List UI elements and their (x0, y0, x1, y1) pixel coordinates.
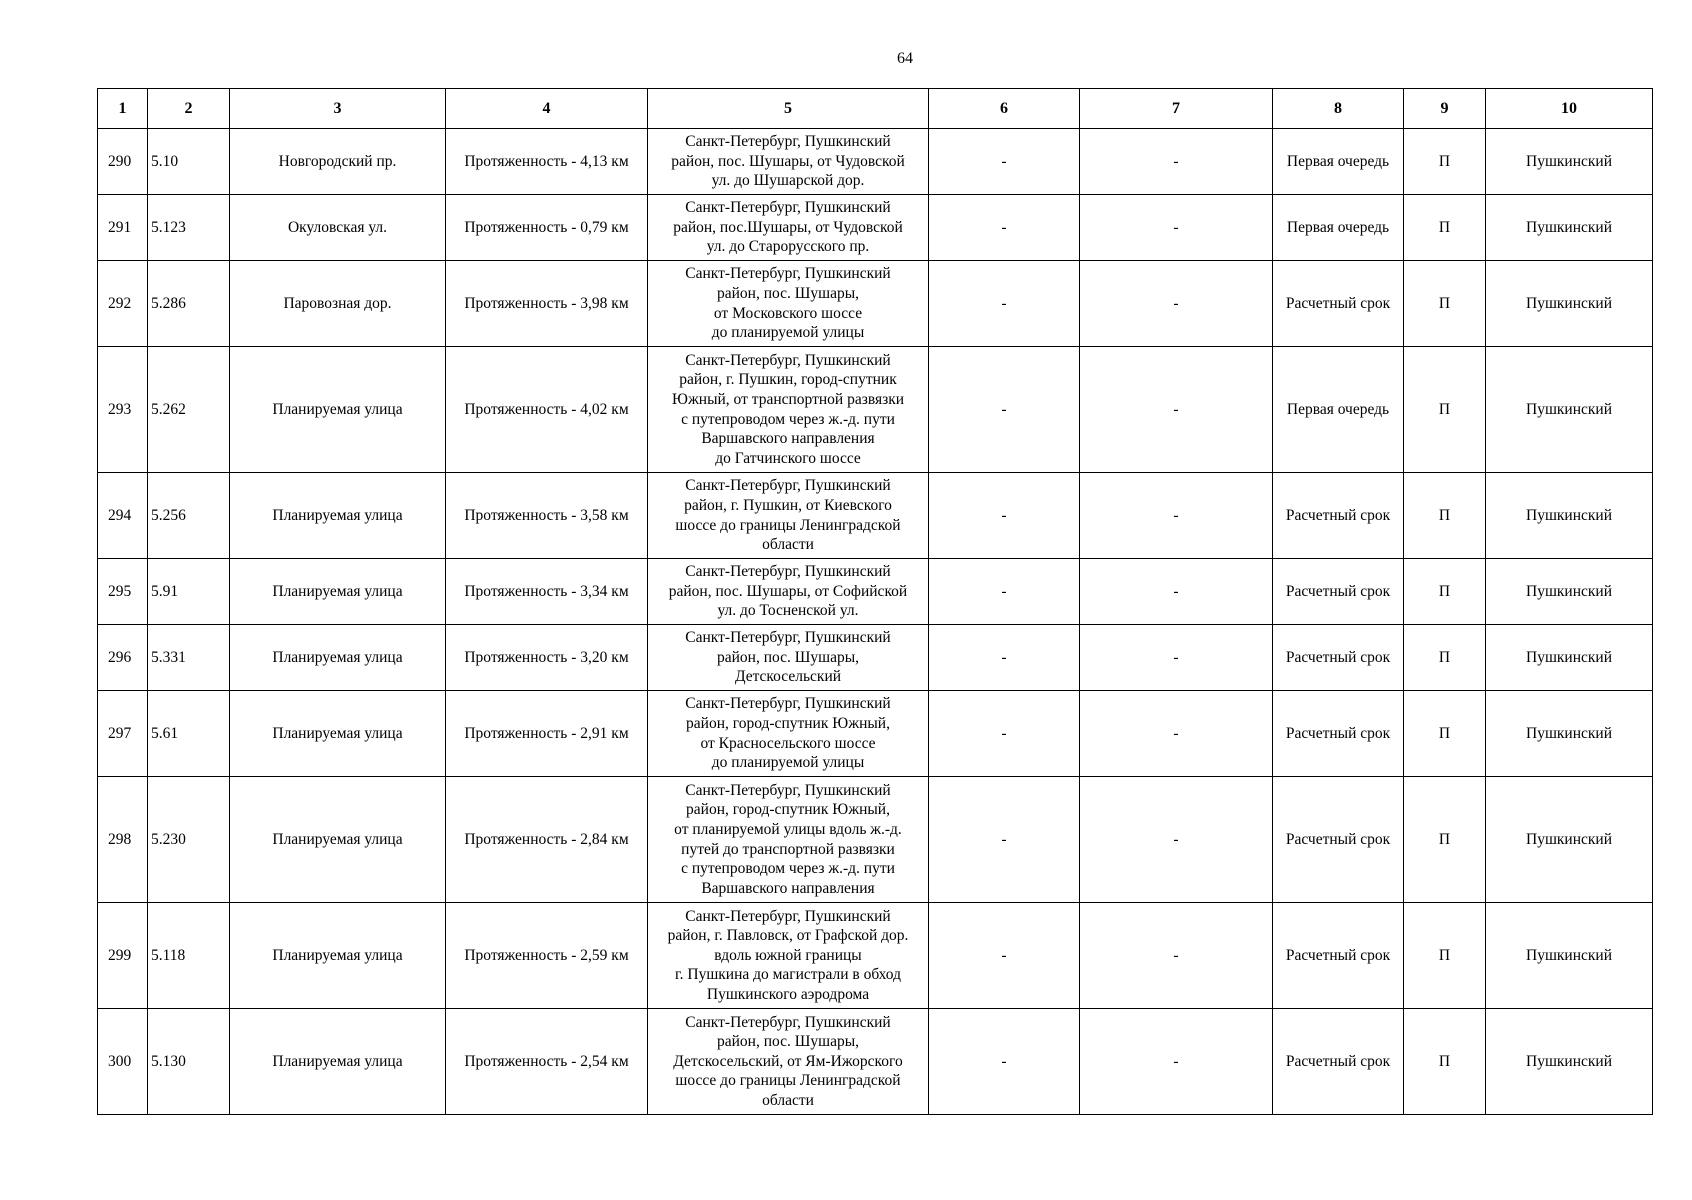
location-line: Санкт-Петербург, Пушкинский (685, 199, 891, 217)
column-9-cell: П (1404, 195, 1486, 261)
object-code-cell: 5.118 (148, 903, 230, 1009)
location-line: до Гатчинского шоссе (715, 449, 861, 467)
district-cell: Пушкинский (1486, 195, 1653, 261)
term-cell: Первая очередь (1273, 347, 1404, 473)
location-line: до планируемой улицы (711, 324, 865, 342)
location-line: район, пос.Шушары, от Чудовской (673, 218, 903, 236)
page-number: 64 (897, 50, 913, 67)
location-line: район, пос. Шушары, от Софийской (668, 582, 908, 600)
location-cell (648, 261, 929, 347)
location-line: Санкт-Петербург, Пушкинский (685, 477, 891, 495)
column-7-cell: - (1080, 625, 1273, 691)
location-line: Детскосельский (734, 668, 842, 686)
column-9-cell: П (1404, 473, 1486, 559)
location-line: вдоль южной границы (714, 946, 862, 964)
location-line: Санкт-Петербург, Пушкинский (685, 1013, 891, 1031)
column-9-cell: П (1404, 1009, 1486, 1115)
term-cell: Расчетный срок (1273, 777, 1404, 903)
location-line: шоссе до границы Ленинградской (675, 516, 901, 534)
column-6-cell: - (929, 691, 1080, 777)
location-line: с путепроводом через ж.-д. пути (681, 860, 895, 878)
table-row (98, 261, 1653, 347)
table-row (98, 559, 1653, 625)
location-line: Санкт-Петербург, Пушкинский (685, 133, 891, 151)
column-7-cell: - (1080, 129, 1273, 195)
table-row (98, 195, 1653, 261)
table-row (98, 777, 1653, 903)
object-code-cell: 5.91 (148, 559, 230, 625)
column-header: 10 (1486, 89, 1653, 129)
location-line: от Московского шоссе (713, 304, 863, 322)
column-9-cell: П (1404, 347, 1486, 473)
column-7-cell: - (1080, 347, 1273, 473)
street-name-cell: Планируемая улица (230, 691, 446, 777)
table-row (98, 903, 1653, 1009)
location-line: ул. до Старорусского пр. (706, 238, 870, 256)
term-cell: Расчетный срок (1273, 559, 1404, 625)
location-line: Варшавского направления (701, 430, 875, 448)
location-line: от планируемой улицы вдоль ж.-д. (674, 820, 902, 838)
column-6-cell: - (929, 903, 1080, 1009)
location-line: области (762, 536, 814, 554)
length-cell: Протяженность - 0,79 км (446, 195, 648, 261)
table-row (98, 625, 1653, 691)
column-7-cell: - (1080, 691, 1273, 777)
location-line: район, пос. Шушары, (716, 1033, 860, 1051)
column-header: 5 (648, 89, 929, 129)
street-name-cell: Планируемая улица (230, 777, 446, 903)
column-header: 3 (230, 89, 446, 129)
location-line: район, пос. Шушары, (716, 648, 860, 666)
location-line: район, г. Павловск, от Графской дор. (667, 927, 909, 945)
location-line: район, город-спутник Южный, (686, 714, 890, 732)
street-name-cell: Планируемая улица (230, 473, 446, 559)
district-cell: Пушкинский (1486, 559, 1653, 625)
location-line: шоссе до границы Ленинградской (675, 1072, 901, 1090)
location-line: Санкт-Петербург, Пушкинский (685, 907, 891, 925)
column-header: 6 (929, 89, 1080, 129)
column-header: 1 (98, 89, 148, 129)
column-6-cell: - (929, 129, 1080, 195)
column-6-cell: - (929, 261, 1080, 347)
term-cell: Расчетный срок (1273, 903, 1404, 1009)
column-header: 2 (148, 89, 230, 129)
location-line: области (762, 1091, 814, 1109)
header-row (98, 89, 1653, 129)
column-header: 9 (1404, 89, 1486, 129)
term-cell: Расчетный срок (1273, 625, 1404, 691)
object-code-cell: 5.256 (148, 473, 230, 559)
row-number-cell: 295 (98, 559, 148, 625)
object-code-cell: 5.61 (148, 691, 230, 777)
location-line: с путепроводом через ж.-д. пути (681, 410, 895, 428)
row-number-cell: 300 (98, 1009, 148, 1115)
column-header: 7 (1080, 89, 1273, 129)
term-cell: Расчетный срок (1273, 261, 1404, 347)
term-cell: Расчетный срок (1273, 1009, 1404, 1115)
district-cell: Пушкинский (1486, 347, 1653, 473)
location-cell (648, 903, 929, 1009)
column-6-cell: - (929, 1009, 1080, 1115)
location-line: путей до транспортной развязки (681, 840, 895, 858)
object-code-cell: 5.230 (148, 777, 230, 903)
location-line: район, г. Пушкин, от Киевского (684, 496, 892, 514)
term-cell: Расчетный срок (1273, 691, 1404, 777)
location-line: Санкт-Петербург, Пушкинский (685, 695, 891, 713)
column-7-cell: - (1080, 261, 1273, 347)
location-line: Детскосельский, от Ям-Ижорского (673, 1052, 903, 1070)
term-cell: Первая очередь (1273, 129, 1404, 195)
object-code-cell: 5.331 (148, 625, 230, 691)
row-number-cell: 297 (98, 691, 148, 777)
row-number-cell: 294 (98, 473, 148, 559)
street-name-cell: Новгородский пр. (230, 129, 446, 195)
location-line: Санкт-Петербург, Пушкинский (685, 629, 891, 647)
row-number-cell: 292 (98, 261, 148, 347)
location-line: район, г. Пушкин, город-спутник (679, 371, 897, 389)
street-name-cell: Окуловская ул. (230, 195, 446, 261)
row-number-cell: 296 (98, 625, 148, 691)
column-7-cell: - (1080, 473, 1273, 559)
term-cell: Расчетный срок (1273, 473, 1404, 559)
column-7-cell: - (1080, 903, 1273, 1009)
location-line: ул. до Шушарской дор. (711, 172, 865, 190)
column-6-cell: - (929, 559, 1080, 625)
location-cell (648, 559, 929, 625)
district-cell: Пушкинский (1486, 625, 1653, 691)
location-line: от Красносельского шоссе (700, 734, 876, 752)
location-cell (648, 129, 929, 195)
location-cell (648, 473, 929, 559)
location-line: Южный, от транспортной развязки (671, 390, 905, 408)
district-cell: Пушкинский (1486, 473, 1653, 559)
location-cell (648, 347, 929, 473)
column-6-cell: - (929, 347, 1080, 473)
column-6-cell: - (929, 195, 1080, 261)
location-cell (648, 777, 929, 903)
length-cell: Протяженность - 3,20 км (446, 625, 648, 691)
location-line: Санкт-Петербург, Пушкинский (685, 351, 891, 369)
length-cell: Протяженность - 2,54 км (446, 1009, 648, 1115)
location-line: Санкт-Петербург, Пушкинский (685, 563, 891, 581)
column-9-cell: П (1404, 691, 1486, 777)
street-name-cell: Планируемая улица (230, 1009, 446, 1115)
table-row (98, 473, 1653, 559)
row-number-cell: 299 (98, 903, 148, 1009)
object-code-cell: 5.130 (148, 1009, 230, 1115)
column-9-cell: П (1404, 129, 1486, 195)
district-cell: Пушкинский (1486, 903, 1653, 1009)
object-code-cell: 5.286 (148, 261, 230, 347)
street-name-cell: Планируемая улица (230, 559, 446, 625)
length-cell: Протяженность - 3,34 км (446, 559, 648, 625)
table-row (98, 1009, 1653, 1115)
district-cell: Пушкинский (1486, 777, 1653, 903)
column-7-cell: - (1080, 1009, 1273, 1115)
column-6-cell: - (929, 473, 1080, 559)
district-cell: Пушкинский (1486, 261, 1653, 347)
length-cell: Протяженность - 3,58 км (446, 473, 648, 559)
location-line: ул. до Тосненской ул. (717, 602, 859, 620)
table-row (98, 129, 1653, 195)
road-register-table (97, 88, 1653, 1115)
district-cell: Пушкинский (1486, 129, 1653, 195)
column-9-cell: П (1404, 625, 1486, 691)
street-name-cell: Планируемая улица (230, 625, 446, 691)
location-line: Варшавского направления (701, 879, 875, 897)
length-cell: Протяженность - 2,91 км (446, 691, 648, 777)
row-number-cell: 298 (98, 777, 148, 903)
object-code-cell: 5.10 (148, 129, 230, 195)
column-7-cell: - (1080, 559, 1273, 625)
length-cell: Протяженность - 2,59 км (446, 903, 648, 1009)
column-9-cell: П (1404, 777, 1486, 903)
column-9-cell: П (1404, 903, 1486, 1009)
district-cell: Пушкинский (1486, 1009, 1653, 1115)
length-cell: Протяженность - 3,98 км (446, 261, 648, 347)
table-body (98, 129, 1653, 1115)
district-cell: Пушкинский (1486, 691, 1653, 777)
column-header: 8 (1273, 89, 1404, 129)
location-cell (648, 691, 929, 777)
location-line: район, пос. Шушары, от Чудовской (671, 152, 905, 170)
column-7-cell: - (1080, 777, 1273, 903)
street-name-cell: Паровозная дор. (230, 261, 446, 347)
length-cell: Протяженность - 2,84 км (446, 777, 648, 903)
row-number-cell: 293 (98, 347, 148, 473)
location-cell (648, 195, 929, 261)
location-line: Санкт-Петербург, Пушкинский (685, 265, 891, 283)
location-line: Санкт-Петербург, Пушкинский (685, 781, 891, 799)
table-row (98, 691, 1653, 777)
column-header: 4 (446, 89, 648, 129)
location-line: район, пос. Шушары, (716, 284, 860, 302)
column-7-cell: - (1080, 195, 1273, 261)
location-line: до планируемой улицы (711, 754, 865, 772)
street-name-cell: Планируемая улица (230, 347, 446, 473)
row-number-cell: 290 (98, 129, 148, 195)
column-6-cell: - (929, 625, 1080, 691)
location-line: г. Пушкина до магистрали в обход (675, 966, 901, 984)
location-cell (648, 1009, 929, 1115)
object-code-cell: 5.262 (148, 347, 230, 473)
length-cell: Протяженность - 4,13 км (446, 129, 648, 195)
length-cell: Протяженность - 4,02 км (446, 347, 648, 473)
column-6-cell: - (929, 777, 1080, 903)
table-row (98, 347, 1653, 473)
column-9-cell: П (1404, 261, 1486, 347)
street-name-cell: Планируемая улица (230, 903, 446, 1009)
column-9-cell: П (1404, 559, 1486, 625)
term-cell: Первая очередь (1273, 195, 1404, 261)
location-cell (648, 625, 929, 691)
object-code-cell: 5.123 (148, 195, 230, 261)
location-line: район, город-спутник Южный, (686, 801, 890, 819)
location-line: Пушкинского аэродрома (706, 985, 870, 1003)
row-number-cell: 291 (98, 195, 148, 261)
